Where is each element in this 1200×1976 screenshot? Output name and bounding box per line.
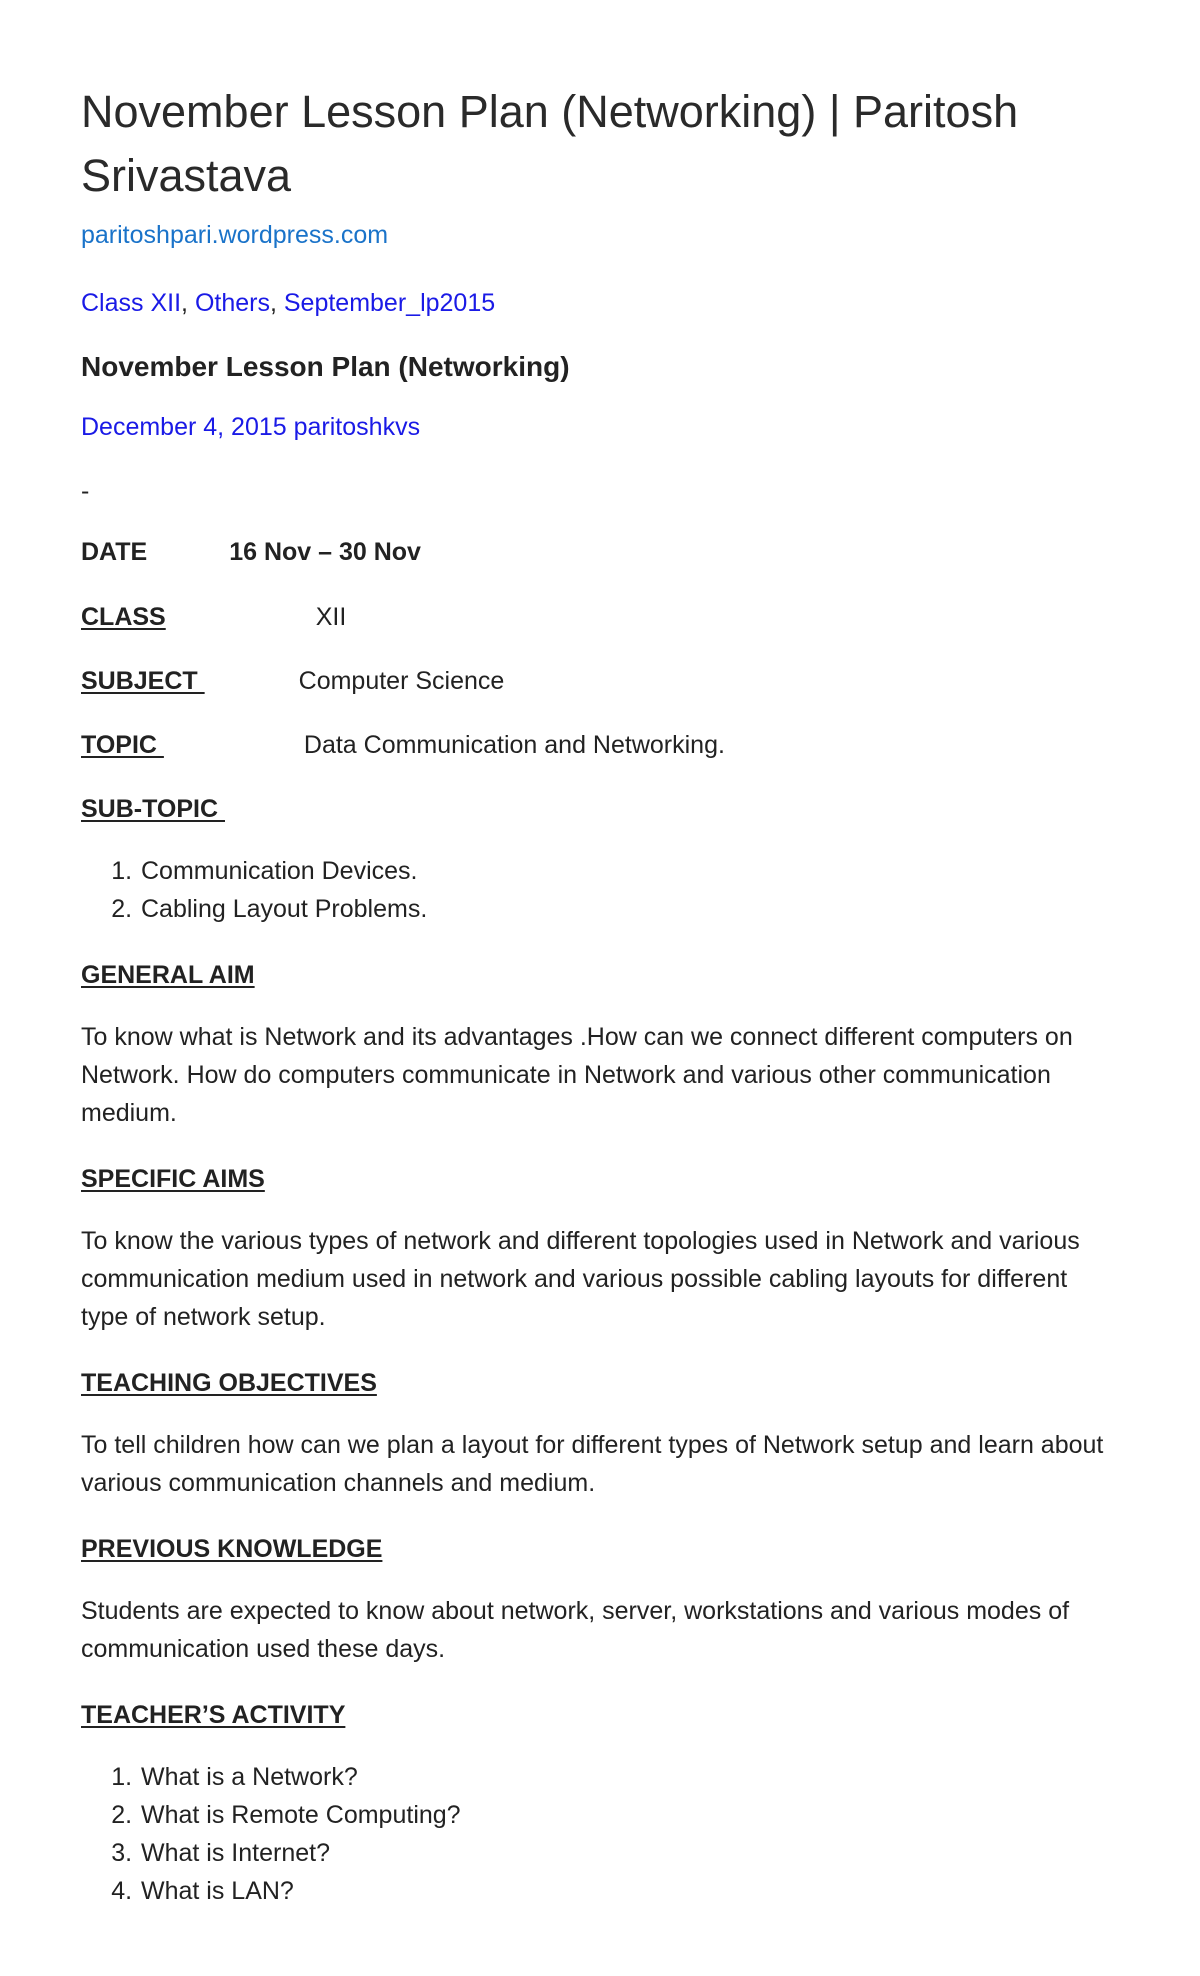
date-value: 16 Nov – 30 Nov (229, 538, 421, 566)
category-list (81, 286, 1120, 320)
specific-aims-text: To know the various types of network and different topologies used in Network and various communication medium used in network and various possible cabling layouts for different type of network setup. (81, 1227, 1080, 1331)
post-meta (81, 410, 1120, 444)
sub-topic-heading: SUB-TOPIC (81, 795, 225, 823)
date-label: DATE (81, 538, 148, 566)
list-item: 2. Cabling Layout Problems. (139, 890, 1120, 928)
category-link-class-xii[interactable]: Class XII (81, 289, 182, 317)
teachers-activity-heading: TEACHER’S ACTIVITY (81, 1701, 346, 1729)
subject-label: SUBJECT (81, 667, 205, 695)
list-item: 4. What is LAN? (139, 1872, 1120, 1910)
teachers-activity-list (81, 1758, 1120, 1910)
list-item: 1. What is a Network? (139, 1758, 1120, 1796)
subject-value: Computer Science (298, 667, 505, 695)
topic-value: Data Communication and Networking. (303, 731, 725, 759)
source-link[interactable]: paritoshpari.wordpress.com (81, 221, 389, 249)
general-aim-heading: GENERAL AIM (81, 961, 255, 989)
list-item: 3. What is Internet? (139, 1834, 1120, 1872)
sub-topic-list (81, 852, 1120, 928)
document-title: November Lesson Plan (Networking) | Paritosh Srivastava (81, 86, 1019, 201)
general-aim-text: To know what is Network and its advantages .How can we connect different computers on Network. How do computers communicate in Network and various other communication medium. (81, 1023, 1073, 1127)
subject-row (81, 664, 1120, 698)
teaching-objectives-text: To tell children how can we plan a layout for different types of Network setup and learn about various communication channels and medium. (81, 1431, 1104, 1497)
list-item: 1. Communication Devices. (139, 852, 1120, 890)
list-item: 2. What is Remote Computing? (139, 1796, 1120, 1834)
category-separator: , (269, 289, 284, 317)
class-label: CLASS (81, 603, 166, 631)
category-link-others[interactable]: Others (194, 289, 270, 317)
previous-knowledge-text: Students are expected to know about network, server, workstations and various modes of communication used these days. (81, 1597, 1070, 1663)
class-row (81, 600, 1120, 634)
post-title: November Lesson Plan (Networking) (81, 351, 570, 382)
class-value: XII (315, 603, 347, 631)
separator-dash: - (81, 477, 90, 505)
topic-label: TOPIC (81, 731, 164, 759)
category-link-september-lp2015[interactable]: September_lp2015 (283, 289, 496, 317)
teaching-objectives-heading: TEACHING OBJECTIVES (81, 1369, 377, 1397)
previous-knowledge-heading: PREVIOUS KNOWLEDGE (81, 1535, 383, 1563)
date-row (81, 535, 1120, 569)
post-date-author-link[interactable]: December 4, 2015 paritoshkvs (81, 413, 421, 441)
specific-aims-heading: SPECIFIC AIMS (81, 1165, 265, 1193)
topic-row (81, 728, 1120, 762)
category-separator: , (181, 289, 195, 317)
